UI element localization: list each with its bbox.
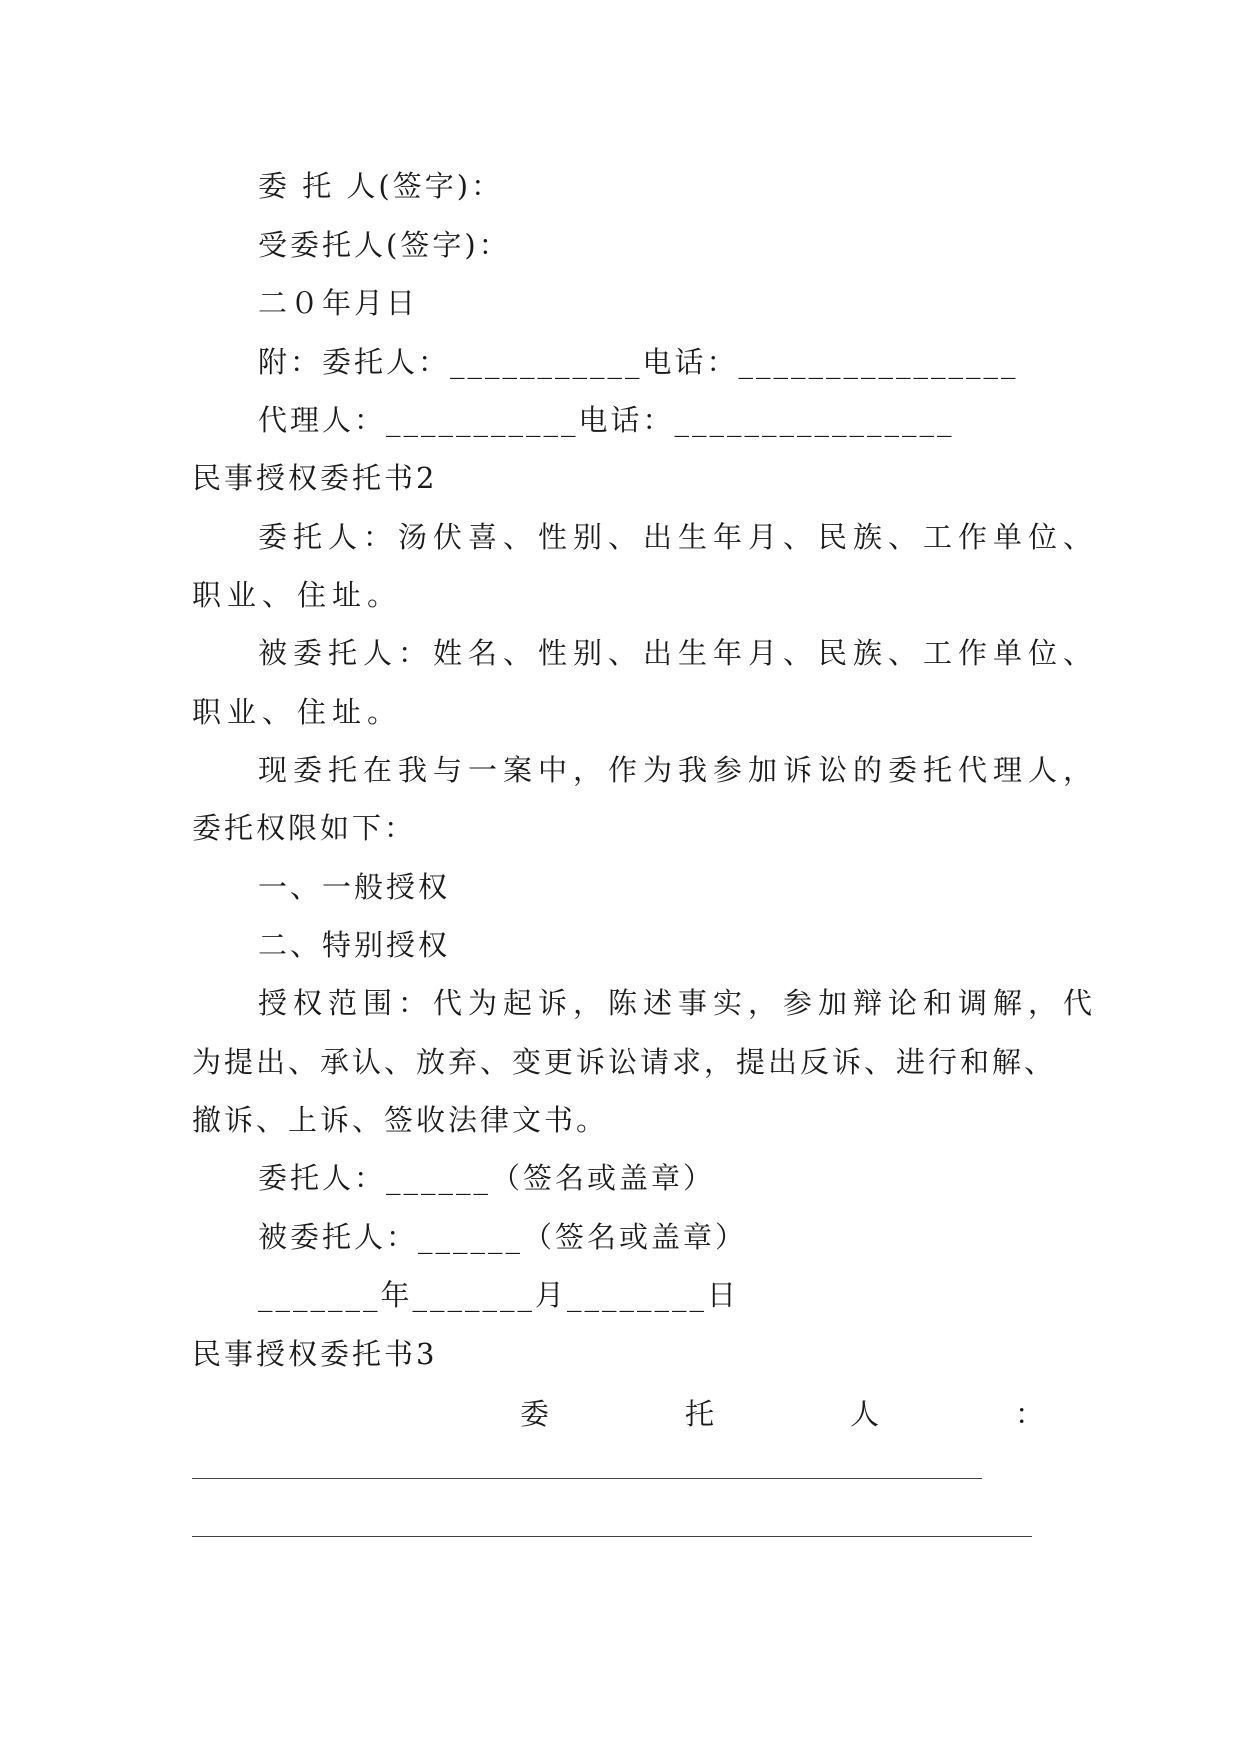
principal-info-line: 委托人：汤伏喜、性别、出生年月、民族、工作单位、 xyxy=(258,520,1099,554)
entrustment-intro-continued: 委托权限如下： xyxy=(192,811,417,845)
principal-label-spaced xyxy=(520,1394,1045,1434)
principal-info-continued: 职业、住址。 xyxy=(192,578,403,612)
label-char: 托 xyxy=(685,1397,715,1431)
label-char: 人 xyxy=(850,1397,880,1431)
general-authorization-item: 一、一般授权 xyxy=(258,870,451,904)
agent-info-line: 被委托人：姓名、性别、出生年月、民族、工作单位、 xyxy=(258,636,1099,670)
section-title: 民事授权委托书2 xyxy=(192,461,438,495)
authorization-scope-end: 撤诉、上诉、签收法律文书。 xyxy=(192,1103,609,1137)
agent-seal-line: 被委托人：______（签名或盖章） xyxy=(258,1220,748,1254)
signing-date-line: _______年_______月________日 xyxy=(258,1278,740,1312)
agent-info-continued: 职业、住址。 xyxy=(192,695,403,729)
section-title: 民事授权委托书3 xyxy=(192,1337,438,1371)
attach-principal-phone-line: 附：委托人：___________电话：________________ xyxy=(258,345,1019,379)
date-line: 二０年月日 xyxy=(258,286,419,320)
principal-seal-line: 委托人：______（签名或盖章） xyxy=(258,1161,716,1195)
entrustment-intro-line: 现委托在我与一案中，作为我参加诉讼的委托代理人， xyxy=(258,753,1099,787)
principal-signature-line: 委 托 人(签字)： xyxy=(258,169,504,203)
agent-signature-line: 受委托人(签字)： xyxy=(258,228,511,262)
label-colon: ： xyxy=(1015,1397,1045,1431)
attach-agent-phone-line: 代理人：___________电话：________________ xyxy=(258,403,955,437)
special-authorization-item: 二、特别授权 xyxy=(258,928,451,962)
authorization-scope-line: 授权范围：代为起诉，陈述事实，参加辩论和调解，代 xyxy=(258,986,1099,1020)
blank-fill-line xyxy=(192,1478,982,1479)
authorization-scope-continued: 为提出、承认、放弃、变更诉讼请求，提出反诉、进行和解、 xyxy=(192,1045,1057,1079)
blank-fill-line xyxy=(192,1536,1032,1537)
label-char: 委 xyxy=(520,1397,550,1431)
